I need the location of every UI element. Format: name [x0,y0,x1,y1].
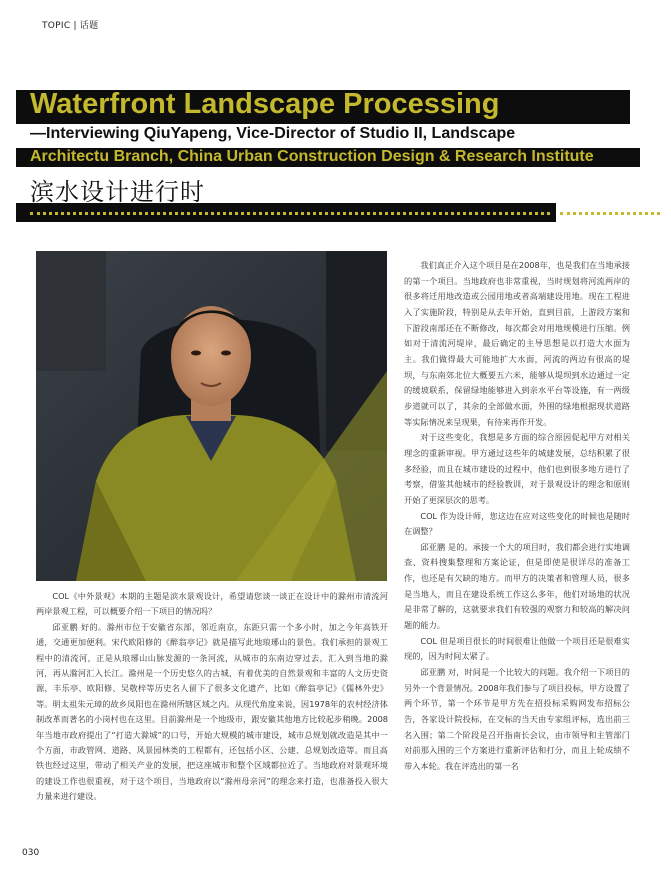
right-text-column [404,258,630,775]
page-number: 030 [22,848,40,858]
paragraph: 邱亚鹏 是的。承接一个大的项目时，我们都会进行实地调查、资料搜集整理和方案论证，但是即使是很详尽的准备工作，也还是有欠缺的地方。而甲方的决策者和管理人员，很多是当地人，而且在建设系统工作这么多年，他们对场地的状况是非常了解的，这就要求我们有较强的观察力和较高的解决问题的能力。 [404,541,630,631]
topic-separator: | [73,21,77,31]
paragraph: COL《中外景观》本期的主题是滨水景观设计，希望请您谈一谈正在设计中的滁州市清流河两岸景观工程，可以概要介绍一下项目的情况吗？ [36,591,388,617]
paragraph: COL 但是项目很长的时间很难让他做一个项目还是很难实现的，因为时间太紧了。 [404,635,630,662]
dotted-rule [30,212,550,215]
paragraph: COL 作为设计师，您这边在应对这些变化的时候也是随时在调整？ [404,510,630,537]
paragraph: 邱亚鹏 好的。滁州市位于安徽省东部，邻近南京，东距只需一个多小时，加之今年高铁开通，交通更加便利。宋代欧阳修的《醉翁亭记》就是描写此地琅琊山的景色。我们承担的景观工程中的清流河，正是从琅琊山山脉发源的一条河流，从城市的东南边穿过去，汇入到当地的滁河，再从滁河汇入长江。滁州是一个历史悠久的古城，有着优美的自然景观和丰富的人文历史资源，丰乐亭、欧阳修、吴敬梓等历史名人留下了很多文化遗产，比如《醉翁亭记》《儒林外史》等。明太祖朱元璋的故乡凤阳也在滁州所辖区域之内。从现代角度来说，因1978年的农村经济体制改革而著名的小岗村也在这里。目前滁州是一个地级市，跟安徽其他地方比较起步稍晚。2008年当地市政府提出了“打造大滁城”的口号，开始大规模的城市建设，城市总规划就改造是其中一个方面，市政管网、道路、风景园林类的工程都有，还包括小区、公建、总规划改造等。而且高铁也经过这里，带动了相关产业的发展，把这座城市和整个区域都拉近了。当地政府对景观环境的建设工作也很重视，对于这个项目，当地政府以“滁州母亲河”的理念来打造，也准备投入很大力量来进行建设。 [36,621,388,802]
topic-label: TOPIC [42,21,71,31]
article-subtitle-line2: Architectu Branch, China Urban Construction Design & Research Institute [30,148,594,165]
topic-section: 话题 [79,21,99,31]
topic-header [42,18,98,31]
article-title: Waterfront Landscape Processing [30,88,500,120]
interviewee-photo [36,251,387,581]
dotted-rule-tail [560,212,660,215]
left-text-column [36,589,388,805]
article-subtitle-line1: —Interviewing QiuYapeng, Vice-Director of Studio II, Landscape [30,125,516,142]
article-title-chinese: 滨水设计进行时 [30,178,205,206]
paragraph: 对于这些变化，我想是多方面的综合原因促起甲方对相关理念的重新审视。甲方通过这些年的城建发展，总结积累了很多经验，而且在城市建设的过程中，他们也到很多地方进行了考察，借鉴其他城市的经验教训，对于景观设计的理念和原则开始了更深层次的思考。 [404,432,630,505]
paragraph: 我们真正介入这个项目是在2008年，也是我们在当地承接的第一个项目。当地政府也非常重视，当时规划将河流两岸的很多将迁用地改造或公园用地或者高端建设用地。现在工程进入了实施阶段，特别是从去年开始，直到目前，上游段方案和下游段南部还在不断修改，每次都会对用地规模进行压缩。例如对于清流河堤岸，最后确定的主导思想是以打造大水面为主。我们做得最大可能地扩大水面，河流的两边有很高的堤坝，与东南郊北位大概要五六米，能够从堤坝到水边通过一定的缓坡联系，保留绿地能够进入到亲水平台等设施，有一两级步道就可以了，其余的全部做水面，外围的绿地根据现状道路等实际情况来呈现果，有待来再作开发。 [404,260,630,427]
paragraph: 邱亚鹏 对，时间是一个比较大的问题。我介绍一下项目的另外一个背景情况。2008年我们参与了项目投标，甲方设置了两个环节，第一个环节是甲方先在招投标采购网发布招标公告，各家设计院投标，在交标的当天由专家组评标，选出前三名入围；第二个阶段是召开指南长会议，由市领导和主管部门对前那入围的三个方案进行重新评估和打分，而且上轮成绩不带入本轮。我在评选出的第一名 [404,667,630,771]
